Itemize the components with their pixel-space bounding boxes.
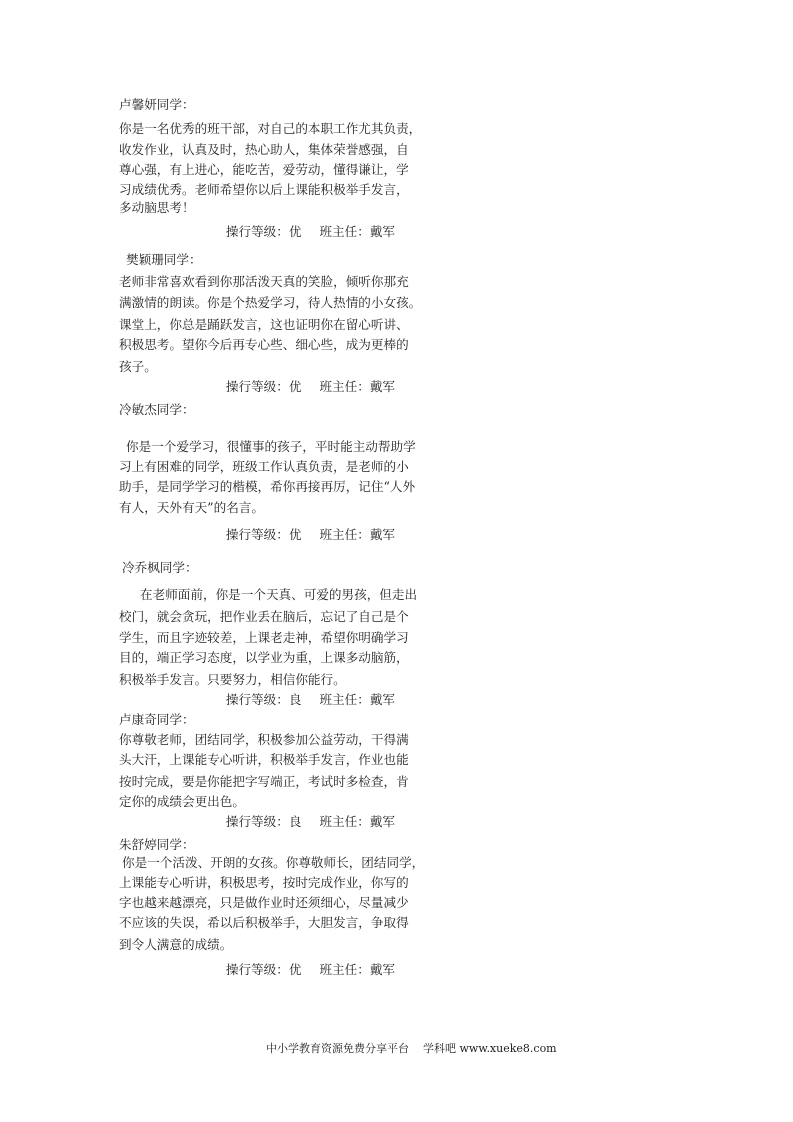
comment-line: 校门，就会贪玩，把作业丢在脑后，忘记了自己是个 — [119, 609, 409, 624]
class-teacher: 班主任：戴军 — [319, 962, 395, 977]
comment-line: 孩子。 — [119, 359, 157, 374]
class-teacher: 班主任：戴军 — [319, 814, 395, 829]
comment-line: 你尊敬老师，团结同学，积极参加公益劳动，干得满 — [119, 732, 409, 747]
conduct-grade: 操行等级：优 — [225, 962, 302, 977]
comment-line: 头大汗，上课能专心听讲，积极举手发言，作业也能 — [119, 752, 409, 767]
comment-line: 学生，而且字迹较差，上课老走神，希望你明确学习 — [119, 630, 409, 645]
comment-line: 你是一名优秀的班干部，对自己的本职工作尤其负责， — [119, 121, 422, 136]
signature-line — [226, 692, 395, 708]
comment-line: 收发作业，认真及时，热心助人，集体荣誉感强，自 — [119, 142, 409, 157]
student-name: 卢康奇同学： — [119, 712, 195, 727]
conduct-grade: 操行等级：优 — [225, 379, 302, 394]
comment-line: 目的，端正学习态度，以学业为重，上课多动脑筋， — [119, 650, 409, 665]
conduct-grade: 操行等级：良 — [225, 692, 302, 707]
student-name: 樊颖珊同学： — [126, 252, 202, 267]
comment-line: 积极举手发言。只要努力，相信你能行。 — [119, 672, 346, 687]
signature-line — [226, 962, 395, 978]
comment-line: 老师非常喜欢看到你那活泼天真的笑脸，倾听你那充 — [119, 274, 409, 289]
student-name: 卢馨妍同学： — [119, 97, 195, 112]
comment-line: 上课能专心听讲，积极思考，按时完成作业，你写的 — [119, 875, 409, 890]
footer-site: 学科吧 www.xueke8.com — [423, 1042, 557, 1055]
class-teacher: 班主任：戴军 — [319, 527, 395, 542]
student-name: 朱舒婷同学： — [119, 837, 195, 852]
comment-line: 有人，天外有天”的名言。 — [119, 500, 264, 515]
comment-line: 到令人满意的成绩。 — [119, 937, 233, 952]
comment-line: 多动脑思考！ — [119, 200, 195, 215]
comment-line: 字也越来越漂亮，只是做作业时还须细心，尽量减少 — [119, 895, 409, 910]
comment-line: 尊心强，有上进心，能吃苦，爱劳动，懂得谦让，学 — [119, 162, 409, 177]
comment-line: 在老师面前，你是一个天真、可爱的男孩，但走出 — [140, 587, 418, 602]
signature-line — [226, 379, 395, 395]
class-teacher: 班主任：戴军 — [319, 379, 395, 394]
comment-line: 你是一个活泼、开朗的女孩。你尊敬师长，团结同学， — [122, 855, 425, 870]
comment-line: 满激情的朗读。你是个热爱学习，待人热情的小女孩。 — [119, 295, 422, 310]
class-teacher: 班主任：戴军 — [319, 692, 395, 707]
comment-line: 不应该的失误，希以后积极举手，大胆发言，争取得 — [119, 915, 409, 930]
signature-line — [226, 527, 395, 543]
class-teacher: 班主任：戴军 — [319, 224, 395, 239]
student-name: 冷敏杰同学： — [119, 402, 195, 417]
comment-line: 习成绩优秀。老师希望你以后上课能积极举手发言， — [119, 182, 409, 197]
conduct-grade: 操行等级：优 — [225, 527, 302, 542]
signature-line — [226, 814, 395, 830]
conduct-grade: 操行等级：优 — [225, 224, 302, 239]
comment-line: 课堂上，你总是踊跃发言，这也证明你在留心听讲、 — [119, 317, 409, 332]
conduct-grade: 操行等级：良 — [225, 814, 302, 829]
student-name: 冷乔枫同学： — [122, 560, 198, 575]
footer-platform: 中小学教育资源免费分享平台 — [266, 1042, 409, 1055]
comment-line: 习上有困难的同学，班级工作认真负责，是老师的小 — [119, 459, 409, 474]
comment-line: 定你的成绩会更出色。 — [119, 794, 245, 809]
comment-line: 按时完成，要是你能把字写端正，考试时多检查，肯 — [119, 774, 409, 789]
signature-line — [226, 224, 395, 240]
comment-line: 积极思考。望你今后再专心些、细心些，成为更棒的 — [119, 337, 409, 352]
comment-line: 你是一个爱学习，很懂事的孩子，平时能主动帮助学 — [126, 439, 416, 454]
comment-line: 助手，是同学学习的楷模，希你再接再厉，记住“人外 — [119, 479, 416, 494]
page-footer — [266, 1040, 557, 1056]
